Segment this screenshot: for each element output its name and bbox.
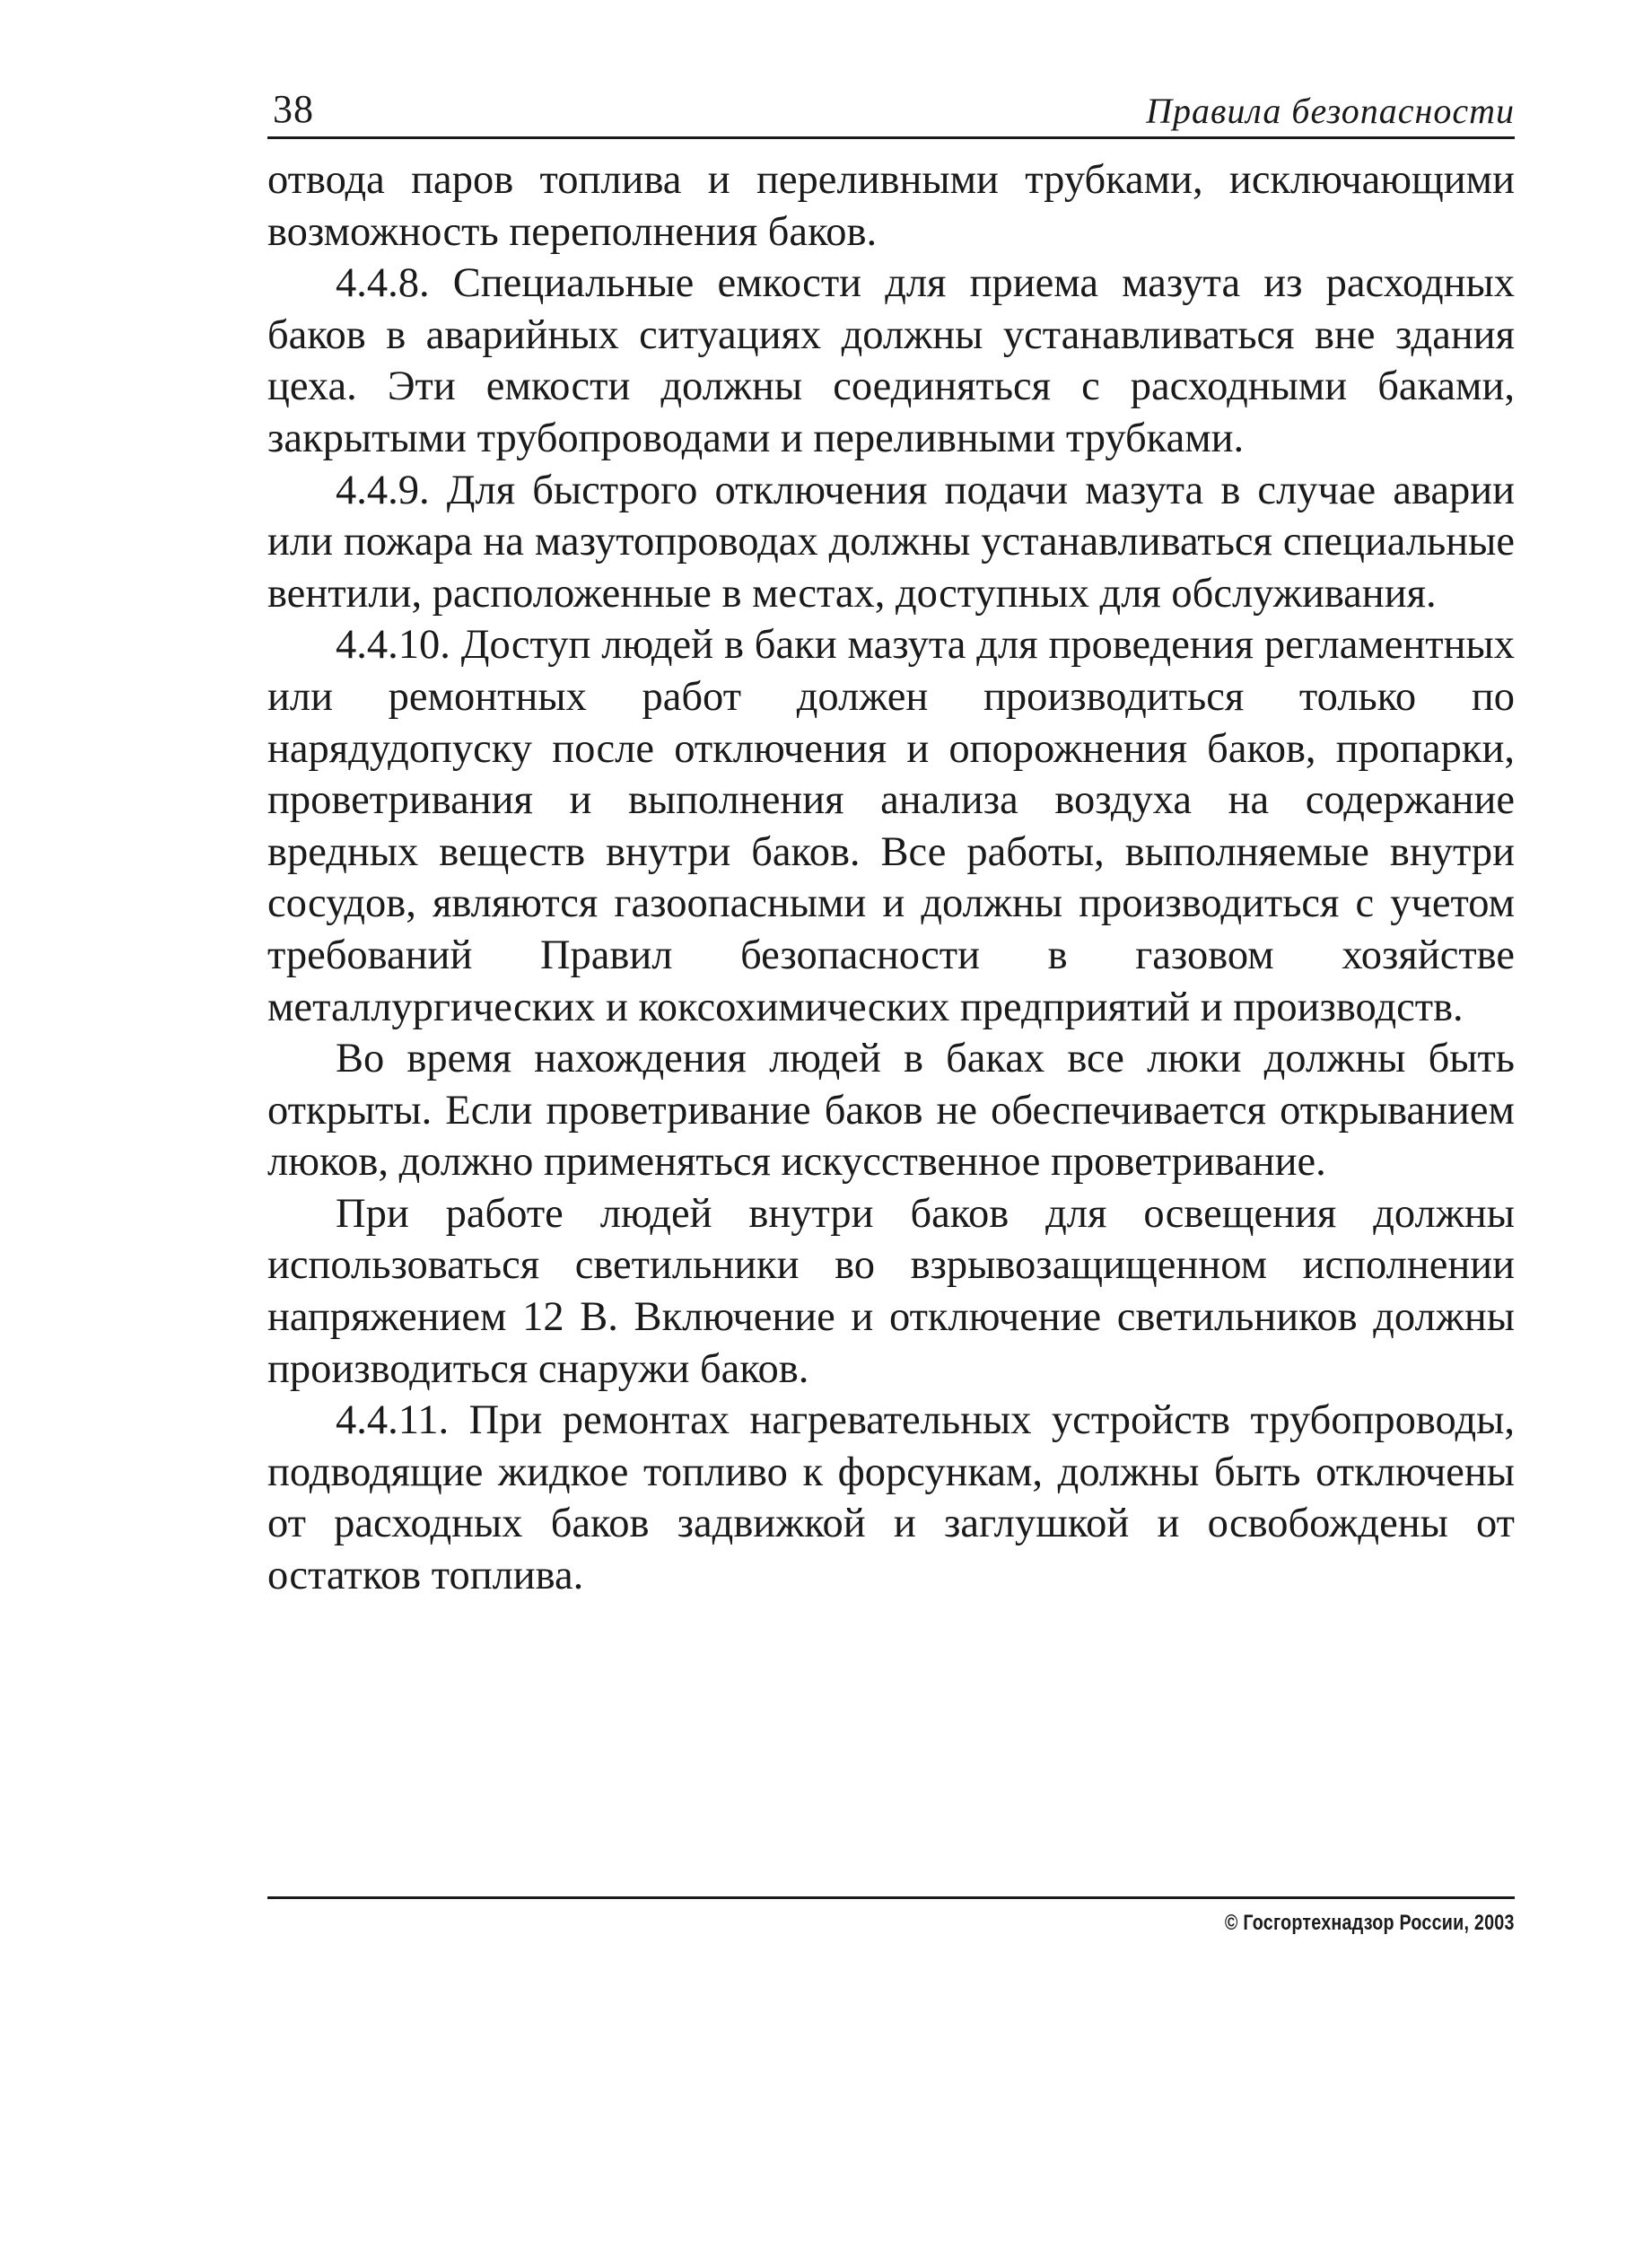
- body-text: [267, 154, 1515, 1602]
- running-title: Правила безопасности: [1146, 91, 1515, 131]
- paragraph-4-4-8: 4.4.8. Специальные емкости для приема мазута из расходных баков в аварийных ситуациях должны устанавливаться вне здания цеха. Эти емкости должны соединяться с расходными баками, закрытыми трубопроводами и переливными трубками.: [267, 260, 1515, 461]
- paragraph-4-4-9: 4.4.9. Для быстрого отключения подачи мазута в случае аварии или пожара на мазутопроводах должны устанавливаться специальные вентили, расположенные в местах, доступных для обслуживания.: [267, 467, 1515, 617]
- paragraph-lighting: При работе людей внутри баков для освещения должны использоваться светильники во взрывозащищенном исполнении напряжением 12 В. Включение и отключение светильников должны производиться снаружи баков.: [267, 1190, 1515, 1392]
- paragraph-4-4-11: 4.4.11. При ремонтах нагревательных устройств трубопроводы, подводящие жидкое топливо к форсункам, должны быть отключены от расходных баков задвижкой и заглушкой и освобождены от остатков топлива.: [267, 1397, 1515, 1599]
- header-rule: [267, 136, 1515, 139]
- page-number: 38: [273, 87, 314, 131]
- paragraph-hatches: Во время нахождения людей в баках все люки должны быть открыты. Если проветривание баков не обеспечивается открыванием люков, должно применяться искусственное проветривание.: [267, 1036, 1515, 1186]
- paragraph-4-4-10: 4.4.10. Доступ людей в баки мазута для проведения регламентных или ремонтных работ должен производиться только по нарядудопуску после отключения и опорожнения баков, пропарки, проветривания и выполнения анализа воздуха на содержание вредных веществ внутри баков. Все работы, выполняемые внутри сосудов, являются газоопасными и должны производиться с учетом требований Правил безопасности в газовом хозяйстве металлургических и коксохимических предприятий и производств.: [267, 622, 1515, 1030]
- page-header: [267, 88, 1515, 138]
- copyright-notice: © Госгортехнадзор России, 2003: [1225, 1911, 1515, 1935]
- footer-rule: [267, 1896, 1515, 1899]
- paragraph-continuation: отвода паров топлива и переливными трубками, исключающими возможность переполнения баков.: [267, 157, 1515, 255]
